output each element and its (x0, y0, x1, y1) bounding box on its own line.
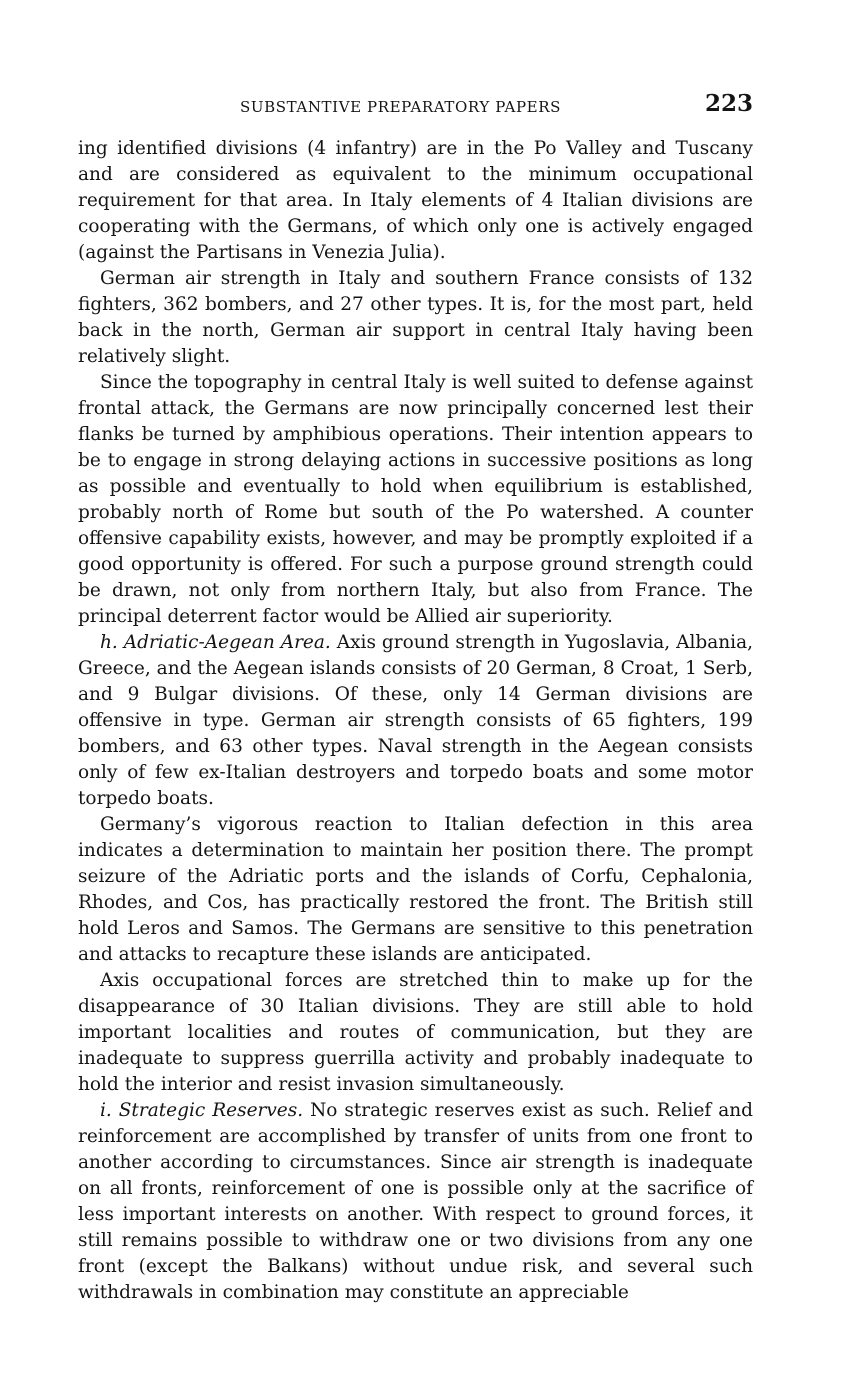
section-h-text: Axis ground strength in Yugoslavia, Albania, Greece, and the Aegean islands consists of 20 German, 8 Croat, 1 Serb, and 9 Bulgar divisions. Of these, only 14 German divisions are offensive in type. German air strength consists of 65 fighters, 199 bombers, and 63 other types. Naval strength in the Aegean consists only of few ex-Italian destroyers and torpedo boats and some motor torpedo boats. (78, 632, 753, 809)
running-title: SUBSTANTIVE PREPARATORY PAPERS (240, 98, 561, 116)
paragraph-topography: Since the topography in central Italy is well suited to defense against frontal attack, the Germans are now principally concerned lest their flanks be turned by amphibious operations. Their intention appears to be to engage in strong delaying actions in successive positions as long as possible and eventually to hold when equilibrium is established, probably north of Rome but south of the Po watershed. A counter offensive capability exists, however, and may be promptly exploited if a good opportunity is offered. For such a purpose ground strength could be drawn, not only from northern Italy, but also from France. The principal deterrent factor would be Allied air superiority. (78, 372, 753, 627)
section-h-heading: h. Adriatic-Aegean Area. (100, 632, 331, 653)
section-i-heading: i. Strategic Reserves. (100, 1100, 304, 1121)
paragraph-continuation: ing identified divisions (4 infantry) are in the Po Valley and Tuscany and are considered as equivalent to the minimum occupational requirement for that area. In Italy elements of 4 Italian divisions are cooperating with the Germans, of which only one is actively engaged (against the Partisans in Venezia Julia). (78, 138, 753, 263)
section-i-text: No strategic reserves exist as such. Relief and reinforcement are accomplished by transfer of units from one front to another according to circumstances. Since air strength is inadequate on all fronts, reinforcement of one is possible only at the sacrifice of less important interests on another. With respect to ground forces, it still remains possible to withdraw one or two divisions from any one front (except the Balkans) without undue risk, and several such withdrawals in combination may constitute an appreciable (78, 1100, 753, 1303)
paragraph-occupational-forces: Axis occupational forces are stretched thin to make up for the disappearance of 30 Italian divisions. They are still able to hold important localities and routes of communication, but they are inadequate to suppress guerrilla activity and probably inadequate to hold the interior and resist invasion simultaneously. (78, 970, 753, 1095)
section-h-paragraph (78, 630, 753, 812)
section-i-paragraph (78, 1098, 753, 1306)
paragraph-germany-reaction: Germany’s vigorous reaction to Italian defection in this area indicates a determination to maintain her position there. The prompt seizure of the Adriatic ports and the islands of Corfu, Cephalonia, Rhodes, and Cos, has practically restored the front. The British still hold Leros and Samos. The Germans are sensitive to this penetration and attacks to recapture these islands are anticipated. (78, 814, 753, 965)
page-header (78, 90, 753, 124)
body-text (78, 136, 753, 1306)
paragraph-air-strength-italy: German air strength in Italy and southern France consists of 132 fighters, 362 bombers, and 27 other types. It is, for the most part, held back in the north, German air support in central Italy having been relatively slight. (78, 268, 753, 367)
page-number: 223 (704, 90, 753, 117)
